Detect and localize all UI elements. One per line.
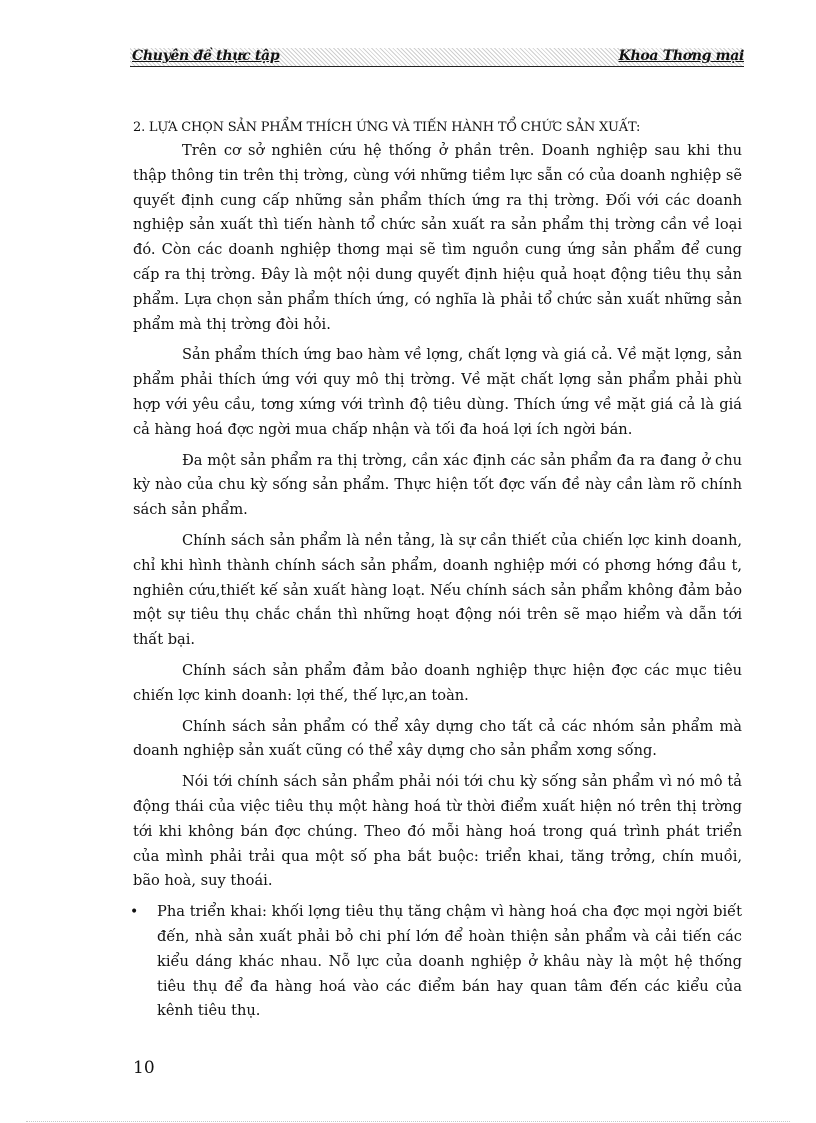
paragraph: Nói tới chính sách sản phẩm phải nói tới chu kỳ sống sản phẩm vì nó mô tả động thái của việc tiêu thụ một hàng hoá từ thời điểm xuất hiện nó trên thị trờng tới khi không bán đợc chúng. Theo đó mỗi hàng hoá trong quá trình phát triển của mình phải trải qua một số pha bắt buộc: triển khai, tăng trởng, chín muồi, bão hoà, suy thoái. xyxy=(133,773,742,890)
bullet-item xyxy=(130,900,742,1024)
paragraph: Sản phẩm thích ứng bao hàm về lợng, chất lợng và giá cả. Về mặt lợng, sản phẩm phải thích ứng với quy mô thị trờng. Về mặt chất lợng sản phẩm phải phù hợp với yêu cầu, tơng xứng với trình độ tiêu dùng. Thích ứng về mặt giá cả là giá cả hàng hoá đợc ngời mua chấp nhận và tối đa hoá lợi ích ngời bán. xyxy=(133,346,742,438)
bullet-text: Pha triển khai: khối lợng tiêu thụ tăng chậm vì hàng hoá cha đợc mọi ngời biết đến, nhà sản xuất phải bỏ chi phí lớn để hoàn thiện sản phẩm và cải tiến các kiểu dáng khác nhau. Nỗ lực của doanh nghiệp ở khâu này là một hệ thống tiêu thụ để đa hàng hoá vào các điểm bán hay quan tâm đến các kiểu của kênh tiêu thụ. xyxy=(157,903,742,1020)
paragraph: Chính sách sản phẩm có thể xây dựng cho tất cả các nhóm sản phẩm mà doanh nghiệp sản xuất cũng có thể xây dựng cho sản phẩm xơng sống. xyxy=(133,717,742,760)
paragraph: Chính sách sản phẩm đảm bảo doanh nghiệp thực hiện đợc các mục tiêu chiến lợc kinh doanh: lợi thế, thế lực,an toàn. xyxy=(133,661,742,704)
page-number: 10 xyxy=(133,1058,155,1078)
section-title: 2. LỰA CHỌN SẢN PHẨM THÍCH ỨNG VÀ TIẾN HÀNH TỔ CHỨC SẢN XUẤT: xyxy=(133,120,641,135)
document-body xyxy=(130,120,742,1024)
paragraph: Đa một sản phẩm ra thị trờng, cần xác định các sản phẩm đa ra đang ở chu kỳ nào của chu kỳ sống sản phẩm. Thực hiện tốt đợc vấn đề này cần làm rõ chính sách sản phẩm. xyxy=(133,451,742,519)
footer-divider xyxy=(26,1121,790,1122)
header-left-title: Chuyên đề thực tập xyxy=(132,48,280,64)
bullet-icon: • xyxy=(130,904,139,921)
paragraph: Trên cơ sở nghiên cứu hệ thống ở phần trên. Doanh nghiệp sau khi thu thập thông tin trên thị trờng, cùng với những tiềm lực sẵn có của doanh nghiệp sẽ quyết định cung cấp những sản phẩm thích ứng ra thị trờng. Đối với các doanh nghiệp sản xuất thì tiến hành tổ chức sản xuất ra sản phẩm thị trờng cần về loại đó. Còn các doanh nghiệp thơng mại sẽ tìm nguồn cung ứng sản phẩm để cung cấp ra thị trờng. Đây là một nội dung quyết định hiệu quả hoạt động tiêu thụ sản phẩm. Lựa chọn sản phẩm thích ứng, có nghĩa là phải tổ chức sản xuất những sản phẩm mà thị trờng đòi hỏi. xyxy=(133,142,742,333)
header-right-title: Khoa Thơng mại xyxy=(618,48,744,64)
paragraph: Chính sách sản phẩm là nền tảng, là sự cần thiết của chiến lợc kinh doanh, chỉ khi hình thành chính sách sản phẩm, doanh nghiệp mới có phơng hớng đầu t, nghiên cứu,thiết kế sản xuất hàng loạt. Nếu chính sách sản phẩm không đảm bảo một sự tiêu thụ chắc chắn thì những hoạt động nói trên sẽ mạo hiểm và dẫn tới thất bại. xyxy=(133,531,742,649)
